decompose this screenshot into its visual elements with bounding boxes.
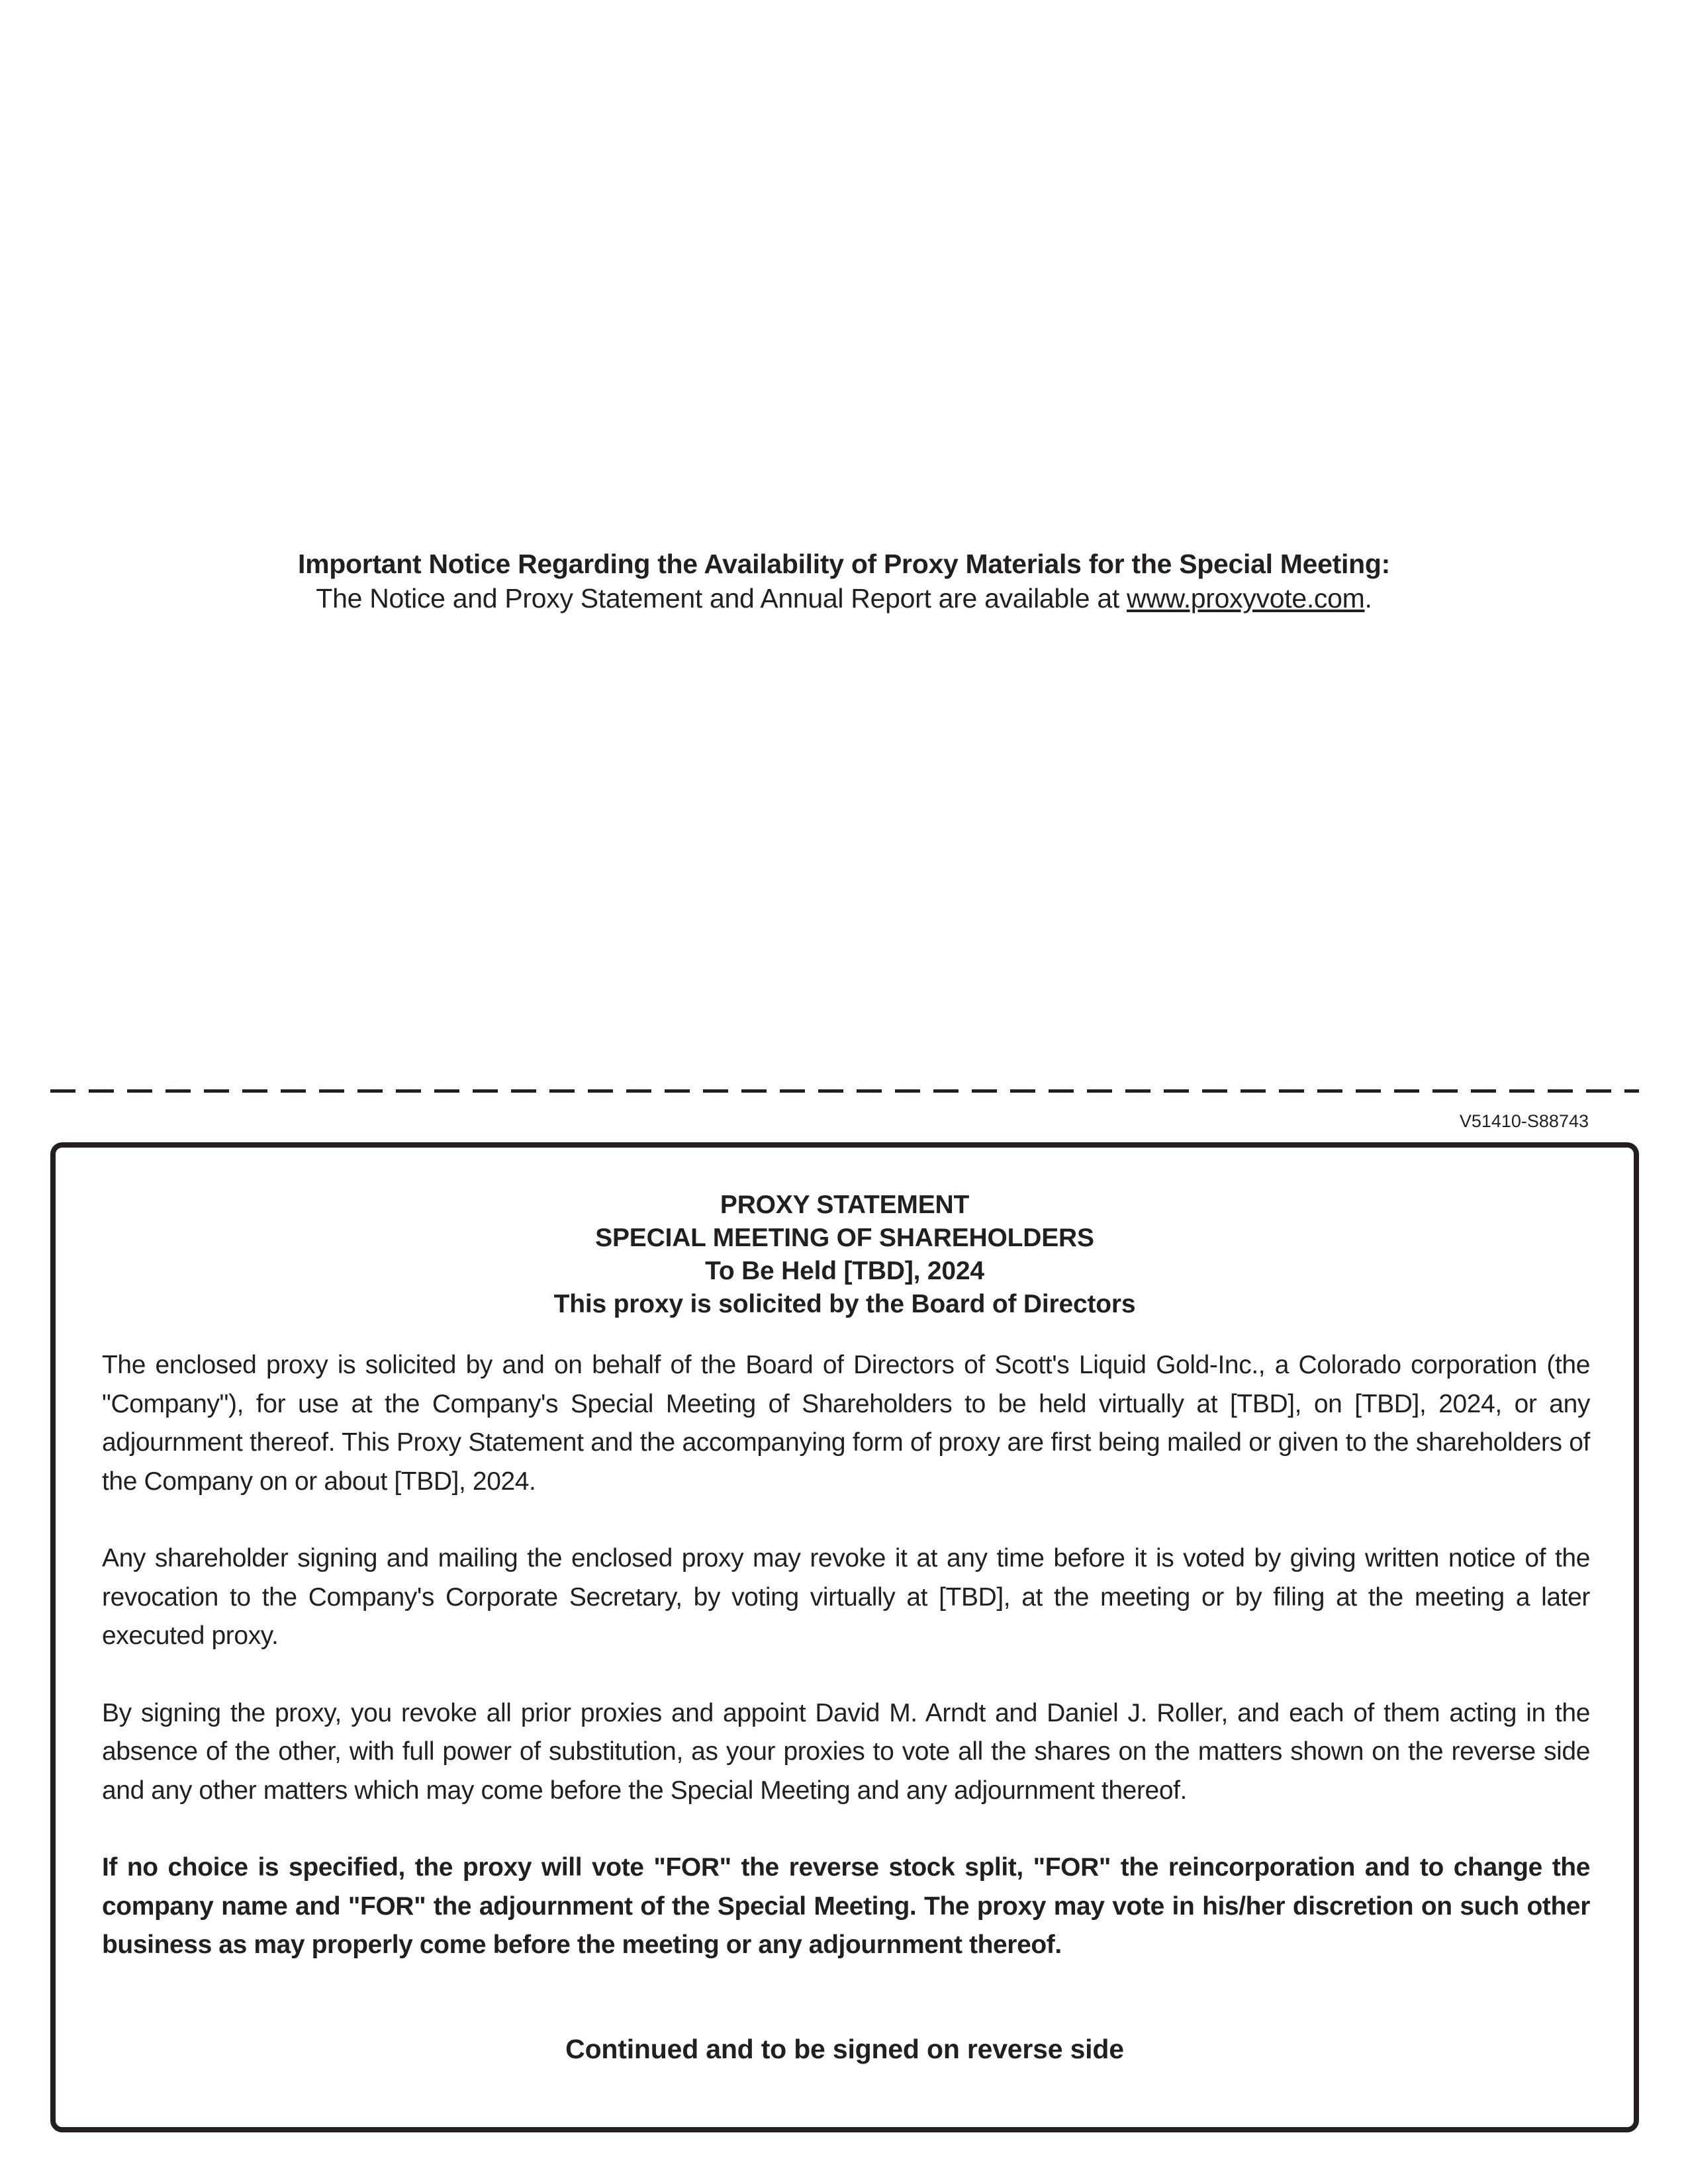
notice-heading: Important Notice Regarding the Availability of Proxy Materials for the Special Meeting: — [298, 549, 1390, 579]
continued-note: Continued and to be signed on reverse side — [565, 2034, 1124, 2064]
proxy-card-header — [56, 1189, 1634, 1321]
notice-text-end: . — [1364, 583, 1372, 614]
paragraph-solicitation: The enclosed proxy is solicited by and on behalf of the Board of Directors of Scott's Liquid Gold-Inc., a Colorado corporation (the "Company"), for use at the Company's Special Meeting of Shareholders to be held virtually at [TBD], on [TBD], 2024, or any adjournment thereof. This Proxy Statement and the accompanying form of proxy are first being mailed or given to the shareholders of the Company on or about [TBD], 2024. — [102, 1351, 1590, 1496]
proxy-card-body — [102, 1346, 1590, 2003]
proxy-title: PROXY STATEMENT — [720, 1191, 970, 1219]
paragraph-appointment: By signing the proxy, you revoke all prior proxies and appoint David M. Arndt and Daniel J. Roller, and each of them acting in the absence of the other, with full power of substitution, as your proxies to vote all the shares on the matters shown on the reverse side and any other matters which may come before the Special Meeting and any adjournment thereof. — [102, 1698, 1590, 1805]
meeting-title: SPECIAL MEETING OF SHAREHOLDERS — [595, 1224, 1094, 1252]
form-code: V51410-S88743 — [1459, 1111, 1589, 1131]
meeting-date: To Be Held [TBD], 2024 — [705, 1257, 984, 1285]
solicitation-note: This proxy is solicited by the Board of Directors — [553, 1290, 1136, 1318]
proxyvote-link[interactable]: www.proxyvote.com — [1127, 583, 1365, 614]
detach-dashed-line — [50, 1089, 1639, 1093]
paragraph-revocation: Any shareholder signing and mailing the enclosed proxy may revoke it at any time before it is voted by giving written notice of the revocation to the Company's Corporate Secretary, by voting virtually at [TBD], at the meeting or by filing at the meeting a later executed proxy. — [102, 1544, 1590, 1650]
paragraph-default-vote: If no choice is specified, the proxy will vote "FOR" the reverse stock split, "FOR" the reincorporation and to change the company name and "FOR" the adjournment of the Special Meeting. The proxy may vote in his/her discretion on such other business as may properly come before the meeting or any adjournment thereof. — [102, 1853, 1590, 1959]
materials-notice — [0, 547, 1688, 615]
proxy-card — [50, 1142, 1639, 2132]
notice-text-lead: The Notice and Proxy Statement and Annual Report are available at — [316, 583, 1127, 614]
notice-text — [0, 581, 1688, 615]
